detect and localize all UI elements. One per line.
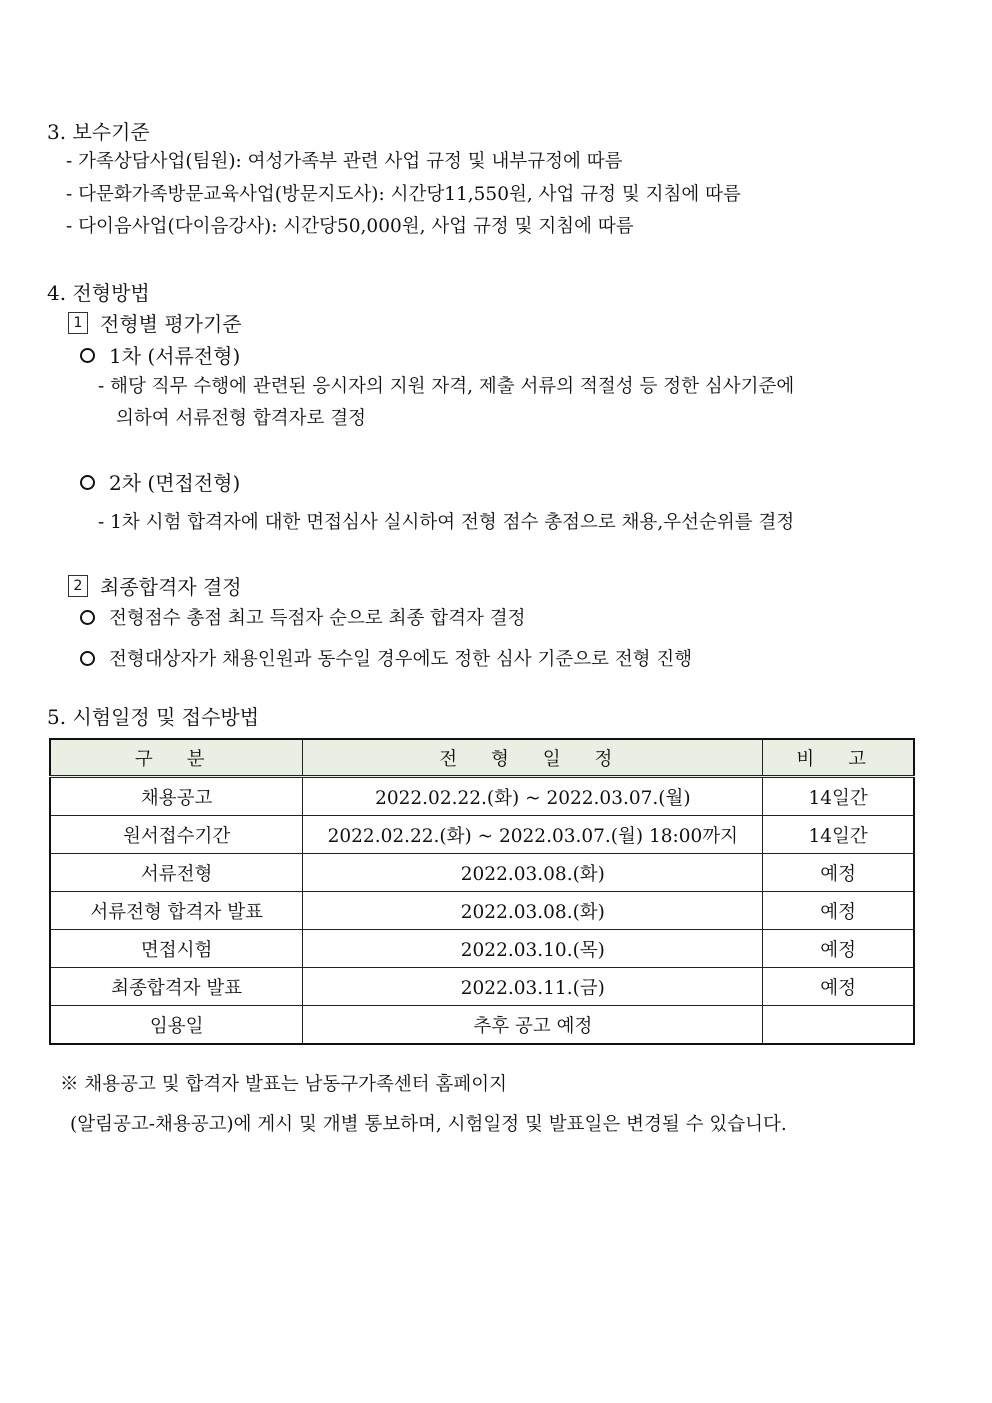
cell-schedule: 2022.03.08.(화) [303, 892, 763, 930]
cell-remarks [763, 1006, 914, 1045]
stage1-desc-line1: - 해당 직무 수행에 관련된 응시자의 지원 자격, 제출 서류의 적절성 등 정한 심사기준에 [98, 376, 795, 397]
cell-category: 임용일 [50, 1006, 303, 1045]
number-box: 2 [68, 575, 88, 597]
header-schedule: 전 형 일 정 [303, 739, 763, 777]
final-item [80, 645, 692, 671]
cell-category: 서류전형 [50, 854, 303, 892]
stage1-heading [80, 340, 240, 369]
stage2-desc-line1: - 1차 시험 합격자에 대한 면접심사 실시하여 전형 점수 총점으로 채용,우선순위를 결정 [98, 512, 795, 533]
cell-remarks: 14일간 [763, 816, 914, 854]
pay-item: - 다문화가족방문교육사업(방문지도사): 시간당11,550원, 사업 규정 및 지침에 따름 [66, 184, 741, 205]
cell-remarks: 예정 [763, 892, 914, 930]
table-row [50, 816, 914, 854]
final-item-text: 전형점수 총점 최고 득점자 순으로 최종 합격자 결정 [109, 608, 526, 629]
section4-title: 4. 전형방법 [47, 281, 150, 305]
pay-item: - 가족상담사업(팀원): 여성가족부 관련 사업 규정 및 내부규정에 따름 [66, 151, 623, 172]
header-category: 구 분 [50, 739, 303, 777]
circle-bullet-icon [80, 610, 95, 625]
stage2-title: 2차 (면접전형) [109, 471, 241, 495]
circle-bullet-icon [80, 651, 95, 666]
final-item [80, 604, 525, 630]
schedule-table [49, 738, 915, 1045]
table-row [50, 930, 914, 968]
cell-remarks: 예정 [763, 968, 914, 1006]
subsection-final [68, 571, 242, 600]
cell-remarks: 예정 [763, 854, 914, 892]
circle-bullet-icon [80, 348, 95, 363]
cell-schedule: 2022.03.11.(금) [303, 968, 763, 1006]
subsection-title: 최종합격자 결정 [100, 575, 242, 599]
subsection-evaluation [68, 308, 242, 337]
final-item-text: 전형대상자가 채용인원과 동수일 경우에도 정한 심사 기준으로 전형 진행 [109, 649, 693, 670]
table-row [50, 968, 914, 1006]
note-line2: (알림공고-채용공고)에 게시 및 개별 통보하며, 시험일정 및 발표일은 변경될 수 있습니다. [70, 1114, 787, 1135]
number-box: 1 [68, 312, 88, 334]
cell-remarks: 14일간 [763, 777, 914, 816]
table-row [50, 854, 914, 892]
header-remarks: 비 고 [763, 739, 914, 777]
cell-remarks: 예정 [763, 930, 914, 968]
cell-schedule: 추후 공고 예정 [303, 1006, 763, 1045]
table-row [50, 777, 914, 816]
table-row [50, 1006, 914, 1045]
note-line1: ※ 채용공고 및 합격자 발표는 남동구가족센터 홈페이지 [60, 1074, 507, 1095]
section5-title: 5. 시험일정 및 접수방법 [47, 705, 260, 729]
subsection-title: 전형별 평가기준 [100, 312, 242, 336]
cell-category: 면접시험 [50, 930, 303, 968]
cell-schedule: 2022.02.22.(화) ~ 2022.03.07.(월) [303, 777, 763, 816]
cell-category: 원서접수기간 [50, 816, 303, 854]
cell-category: 서류전형 합격자 발표 [50, 892, 303, 930]
circle-bullet-icon [80, 475, 95, 490]
cell-category: 최종합격자 발표 [50, 968, 303, 1006]
table-row [50, 892, 914, 930]
pay-item: - 다이음사업(다이음강사): 시간당50,000원, 사업 규정 및 지침에 따름 [66, 216, 634, 237]
stage1-title: 1차 (서류전형) [109, 344, 241, 368]
cell-schedule: 2022.02.22.(화) ~ 2022.03.07.(월) 18:00까지 [303, 816, 763, 854]
cell-category: 채용공고 [50, 777, 303, 816]
stage1-desc-line2: 의하여 서류전형 합격자로 결정 [116, 408, 366, 429]
stage2-heading [80, 467, 240, 496]
section3-title: 3. 보수기준 [47, 120, 150, 144]
cell-schedule: 2022.03.08.(화) [303, 854, 763, 892]
table-header-row [50, 739, 914, 777]
cell-schedule: 2022.03.10.(목) [303, 930, 763, 968]
